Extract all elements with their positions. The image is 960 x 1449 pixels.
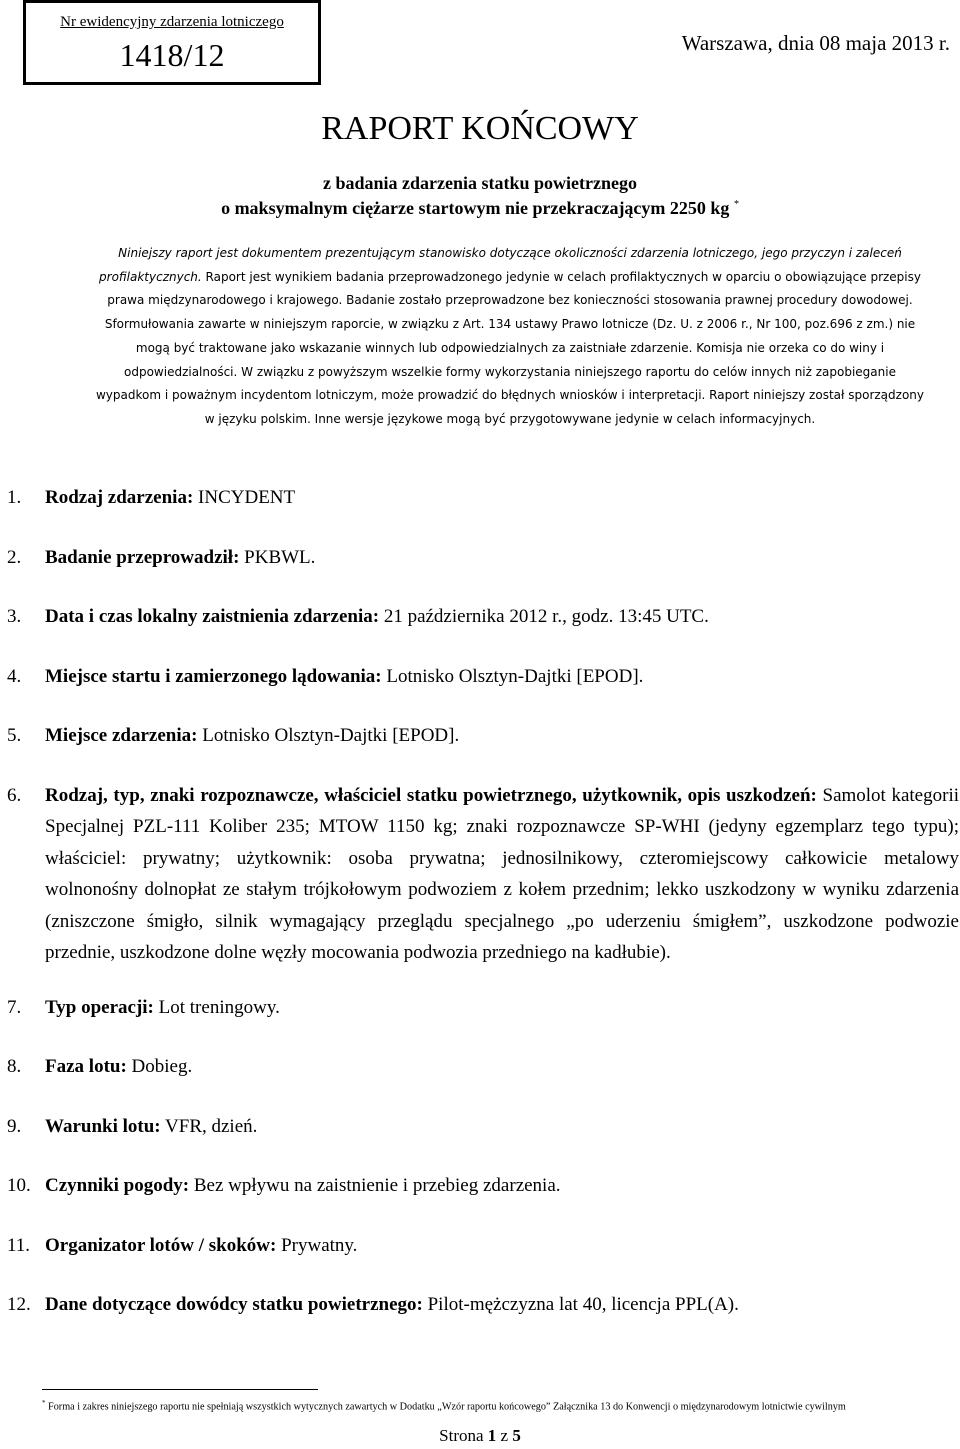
subtitle-line-1: z badania zdarzenia statku powietrznego [323, 173, 637, 193]
footnote-text: Forma i zakres niniejszego raportu nie spełniają wszystkich wytycznych zawartych w Dodatku „Wzór raportu końcowego” Załącznika 13 do Konwencji o międzynarodowym lotnictwie cywilnym [45, 1401, 846, 1413]
item-value: Dobieg. [126, 1056, 193, 1077]
event-id-box [23, 0, 321, 85]
item-value: Lot treningowy. [153, 996, 280, 1018]
item-value: INCYDENT [193, 487, 296, 508]
date-line: Warszawa, dnia 08 maja 2013 r. [681, 31, 950, 55]
item-label: Warunki lotu: [45, 1115, 161, 1137]
item-number: 1. [7, 487, 22, 508]
report-item-7 [7, 992, 959, 1024]
disclaimer-intro: Niniejszy raport jest dokumentem prezentującym stanowisko dotyczące okoliczności zdarzenia lotniczego, jego przyczyn i zaleceń profilaktycznych. [99, 246, 902, 284]
item-number: 4. [7, 665, 22, 687]
item-value: Lotnisko Olsztyn-Dajtki [EPOD]. [197, 725, 460, 746]
item-value: Prywatny. [276, 1234, 358, 1256]
item-label: Data i czas lokalny zaistnienia zdarzenia: [45, 606, 380, 627]
item-value: Pilot-mężczyzna lat 40, licencja PPL(A). [422, 1294, 739, 1315]
report-item-12 [7, 1289, 959, 1321]
item-number: 8. [7, 1056, 22, 1077]
report-item-6 [7, 780, 959, 969]
item-value: Lotnisko Olsztyn-Dajtki [EPOD]. [381, 665, 644, 687]
page-of: z [496, 1426, 513, 1445]
report-title: RAPORT KOŃCOWY [321, 110, 639, 147]
event-id-label: Nr ewidencyjny zdarzenia lotniczego [60, 14, 284, 30]
disclaimer-paragraph [95, 242, 925, 432]
event-id-number: 1418/12 [119, 37, 225, 73]
item-number: 5. [7, 725, 22, 746]
report-item-10 [7, 1170, 959, 1202]
item-label: Miejsce startu i zamierzonego lądowania: [45, 665, 382, 687]
report-item-2 [7, 542, 959, 574]
page-current: 1 [487, 1426, 497, 1445]
report-item-9 [7, 1111, 959, 1143]
item-label: Badanie przeprowadził: [45, 546, 240, 568]
item-label: Miejsce zdarzenia: [45, 725, 198, 746]
item-value: 21 października 2012 r., godz. 13:45 UTC. [379, 606, 709, 627]
subtitle-line-2-text: o maksymalnym ciężarze startowym nie przekraczającym 2250 kg [221, 198, 730, 218]
item-label: Faza lotu: [45, 1056, 127, 1077]
page-number [0, 1426, 960, 1446]
item-number: 9. [7, 1115, 22, 1137]
item-number: 2. [7, 546, 22, 568]
item-value: Samolot kategorii Specjalnej PZL-111 Koliber 235; MTOW 1150 kg; znaki rozpoznawcze SP-WHI (jedyny egzemplarz tego typu); właściciel: prywatny; użytkownik: osoba prywatna; jednosilnikowy, czteromiejscowy całkowicie metalowy wolnonośny dolnopłat ze stałym trójkołowym podwoziem z kołem przednim; lekko uszkodzony w wyniku zdarzenia (zniszczone śmigło, silnik wymagający przeglądu specjalnego „po uderzeniu śmigłem”, uszkodzone podwozie przednie, uszkodzone dolne węzły mocowania podwozia przedniego na kadłubie). [45, 784, 960, 963]
item-value: Bez wpływu na zaistnienie i przebieg zdarzenia. [189, 1175, 561, 1196]
item-value: VFR, dzień. [160, 1115, 258, 1137]
item-label: Organizator lotów / skoków: [45, 1234, 277, 1256]
item-number: 7. [7, 996, 22, 1018]
item-label: Typ operacji: [45, 996, 154, 1018]
report-item-11 [7, 1230, 959, 1262]
disclaimer-body: Raport jest wynikiem badania przeprowadzonego jedynie w celach profilaktycznych w oparciu o obowiązujące przepisy prawa międzynarodowego i krajowego. Badanie zostało przeprowadzone bez konieczności stosowania prawnej procedury dowodowej. Sformułowania zawarte w niniejszym raporcie, w związku z Art. 134 ustawy Prawo lotnicze (Dz. U. z 2006 r., Nr 100, poz.696 z zm.) nie mogą być traktowane jako wskazanie winnych lub odpowiedzialnych za zaistniałe zdarzenie. Komisja nie orzeka co do winy i odpowiedzialności. W związku z powyższym wszelkie formy wykorzystania niniejszego raportu do celów innych niż zapobieganie wypadkom i poważnym incydentom lotniczym, może prowadzić do błędnych wniosków i interpretacji. Raport niniejszy został sporządzony w języku polskim. Inne wersje językowe mogą być przygotowywane jedynie w celach informacyjnych. [95, 269, 924, 426]
report-items [7, 482, 959, 1321]
report-item-4 [7, 661, 959, 693]
item-number: 3. [7, 606, 22, 627]
item-label: Czynniki pogody: [45, 1175, 190, 1196]
item-label: Rodzaj zdarzenia: [45, 487, 194, 508]
subtitle-footnote-marker: * [733, 199, 739, 210]
report-subtitle [0, 172, 960, 219]
report-item-1 [7, 482, 959, 514]
item-number: 10. [7, 1175, 31, 1196]
report-item-8 [7, 1051, 959, 1083]
item-number: 6. [7, 784, 22, 806]
footnote-marker: * [42, 1399, 46, 1407]
subtitle-line-2 [0, 194, 960, 219]
footnote [42, 1397, 952, 1413]
item-number: 12. [7, 1294, 31, 1315]
page-label: Strona [439, 1426, 488, 1445]
report-item-5 [7, 720, 959, 752]
report-item-3 [7, 601, 959, 633]
page-total: 5 [512, 1426, 521, 1445]
footnote-divider [42, 1389, 318, 1390]
item-value: PKBWL. [239, 546, 316, 568]
item-label: Dane dotyczące dowódcy statku powietrznego: [45, 1294, 423, 1315]
item-label: Rodzaj, typ, znaki rozpoznawcze, właściciel statku powietrznego, użytkownik, opis uszkodzeń: [45, 784, 817, 806]
item-number: 11. [7, 1234, 31, 1256]
